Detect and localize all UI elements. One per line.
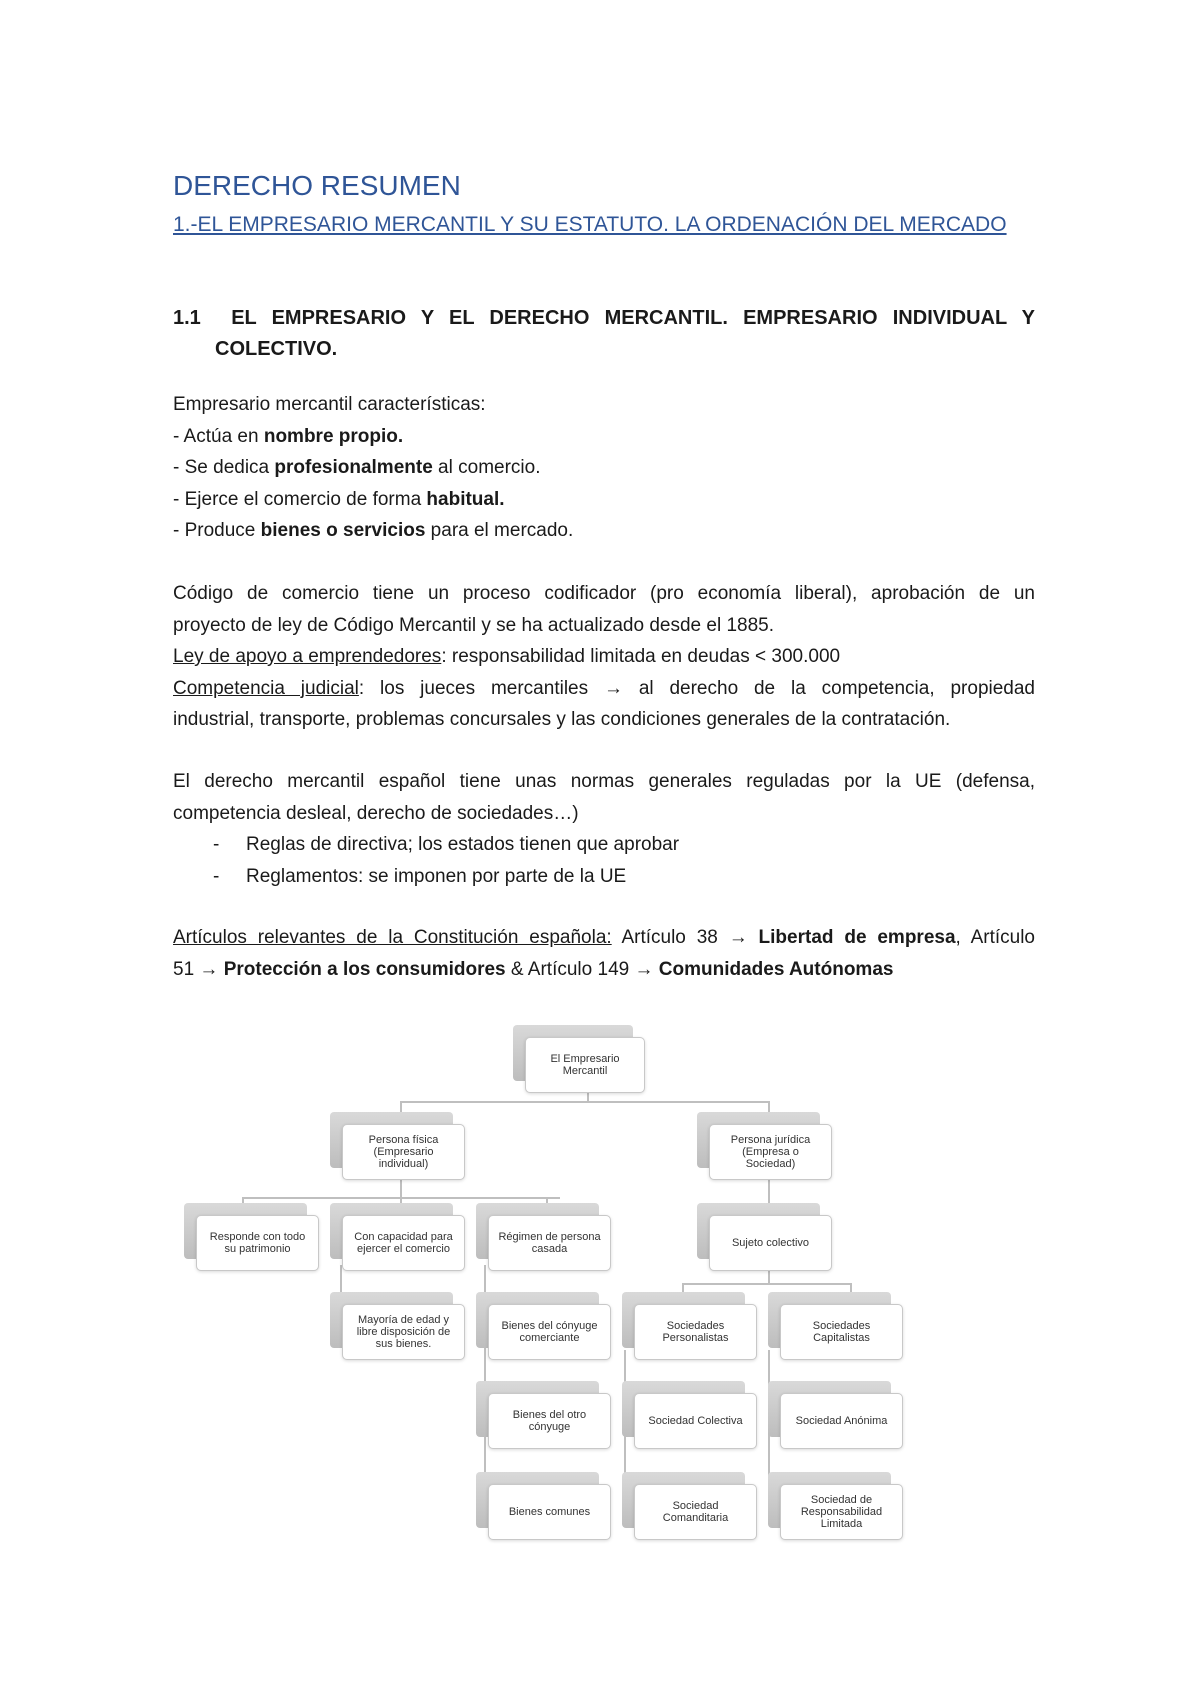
node-root: El Empresario Mercantil bbox=[513, 1025, 645, 1093]
node-persona-juridica: Persona jurídica (Empresa o Sociedad) bbox=[697, 1112, 832, 1180]
node-persona-fisica: Persona física (Empresario individual) bbox=[330, 1112, 465, 1180]
ue-line-2: competencia desleal, derecho de sociedades…) bbox=[173, 802, 579, 824]
arrow-icon: → bbox=[634, 958, 654, 980]
articulos-line-2: 51 → Protección a los consumidores & Artículo 149 → Comunidades Autónomas bbox=[173, 958, 894, 980]
arrow-icon: → bbox=[199, 958, 219, 980]
competencia-line-2: industrial, transporte, problemas concursales y las condiciones generales de la contratación. bbox=[173, 709, 951, 730]
characteristic-item: - Actúa en nombre propio. bbox=[173, 425, 404, 447]
ue-list-item: - Reglas de directiva; los estados tienen que aprobar bbox=[213, 834, 680, 855]
characteristic-item: - Produce bienes o servicios para el mercado. bbox=[173, 520, 574, 541]
competencia-label: Competencia judicial bbox=[173, 677, 359, 699]
node-responde: Responde con todo su patrimonio bbox=[184, 1203, 319, 1271]
node-limitada: Sociedad de Responsabilidad Limitada bbox=[768, 1472, 903, 1540]
node-regimen: Régimen de persona casada bbox=[476, 1203, 611, 1271]
arrow-icon: → bbox=[603, 677, 623, 699]
node-capacidad: Con capacidad para ejercer el comercio bbox=[330, 1203, 465, 1271]
document-title: DERECHO RESUMEN bbox=[173, 170, 461, 201]
ue-paragraph bbox=[173, 766, 1035, 892]
document-subtitle: 1.-EL EMPRESARIO MERCANTIL Y SU ESTATUTO. LA ORDENACIÓN DEL MERCADO bbox=[173, 213, 1007, 236]
characteristics-block bbox=[173, 389, 1035, 547]
connector-line bbox=[682, 1283, 852, 1285]
section-heading-text: EL EMPRESARIO Y EL DERECHO MERCANTIL. EMPRESARIO INDIVIDUAL Y COLECTIVO. bbox=[215, 307, 1035, 360]
ue-line-1: El derecho mercantil español tiene unas normas generales reguladas por la UE (defensa, bbox=[173, 771, 1035, 792]
articulos-label: Artículos relevantes de la Constitución española: bbox=[173, 927, 612, 948]
articulos-paragraph bbox=[173, 922, 1035, 985]
node-bienes-otro: Bienes del otro cónyuge bbox=[476, 1381, 611, 1449]
node-mayoria: Mayoría de edad y libre disposición de sus bienes. bbox=[330, 1292, 465, 1360]
node-comanditaria: Sociedad Comanditaria bbox=[622, 1472, 757, 1540]
node-bienes-comunes: Bienes comunes bbox=[476, 1472, 611, 1540]
arrow-icon: → bbox=[728, 927, 748, 948]
competencia-line: Competencia judicial: los jueces mercantiles → al derecho de la competencia, propiedad bbox=[173, 677, 1036, 699]
connector-line bbox=[400, 1180, 402, 1198]
section-number: 1.1 bbox=[173, 307, 201, 329]
node-colectiva: Sociedad Colectiva bbox=[622, 1381, 757, 1449]
characteristics-intro: Empresario mercantil características: bbox=[173, 394, 486, 415]
characteristic-item: - Ejerce el comercio de forma habitual. bbox=[173, 488, 505, 510]
characteristic-item: - Se dedica profesionalmente al comercio. bbox=[173, 457, 541, 478]
connector-line bbox=[400, 1101, 770, 1103]
section-heading bbox=[173, 303, 1035, 365]
articulos-line-1: Artículos relevantes de la Constitución española: Artículo 38 → Libertad de empresa, Artículo bbox=[173, 927, 1035, 948]
ley-emprendedores-label: Ley de apoyo a emprendedores bbox=[173, 646, 442, 667]
codigo-line-2: proyecto de ley de Código Mercantil y se ha actualizado desde el 1885. bbox=[173, 614, 774, 636]
codigo-line-1: Código de comercio tiene un proceso codificador (pro economía liberal), aprobación de un bbox=[173, 583, 1035, 604]
node-bienes-conyuge: Bienes del cónyuge comerciante bbox=[476, 1292, 611, 1360]
node-capitalistas: Sociedades Capitalistas bbox=[768, 1292, 903, 1360]
node-personalistas: Sociedades Personalistas bbox=[622, 1292, 757, 1360]
connector-line bbox=[242, 1197, 560, 1199]
codigo-paragraph bbox=[173, 578, 1035, 736]
ue-list-item: - Reglamentos: se imponen por parte de la UE bbox=[213, 865, 627, 887]
node-anonima: Sociedad Anónima bbox=[768, 1381, 903, 1449]
connector-line bbox=[768, 1180, 770, 1204]
node-sujeto-colectivo: Sujeto colectivo bbox=[697, 1203, 832, 1271]
ley-emprendedores-line: Ley de apoyo a emprendedores: responsabilidad limitada en deudas < 300.000 bbox=[173, 646, 841, 667]
